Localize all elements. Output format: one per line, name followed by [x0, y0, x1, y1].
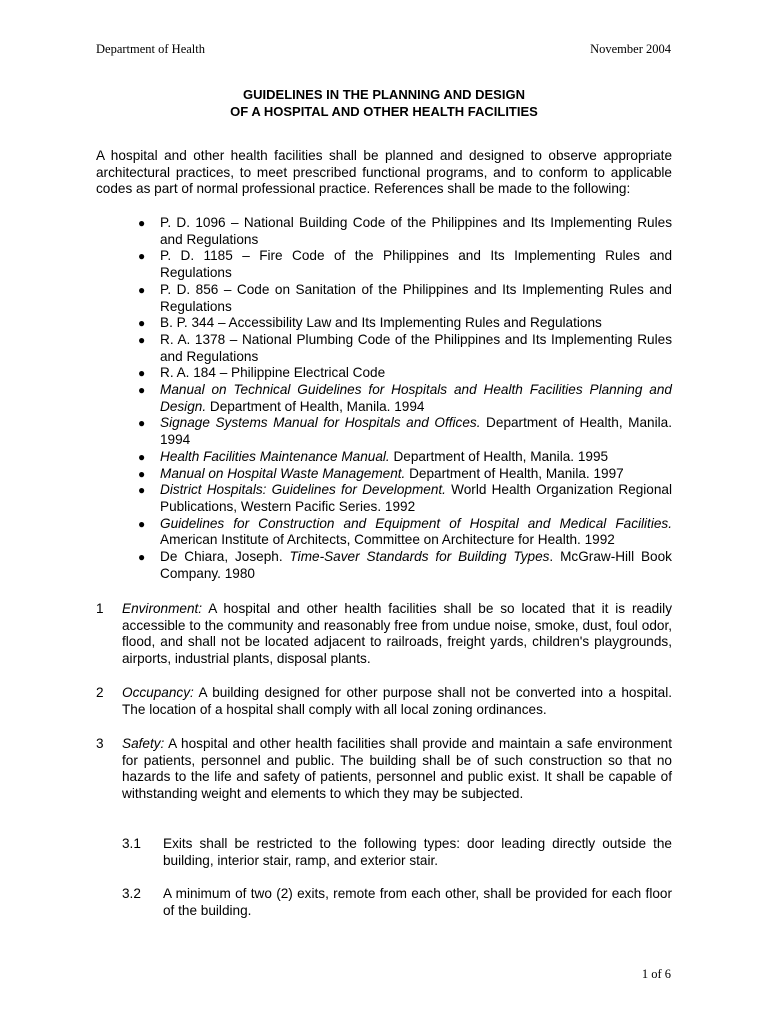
- bullet-icon: ●: [138, 383, 146, 398]
- reference-title: Manual on Technical Guidelines for Hospitals and Health Facilities Planning and Design.: [160, 382, 672, 414]
- page-number: 1 of 6: [641, 967, 671, 981]
- reference-item: [138, 215, 672, 248]
- reference-text: Department of Health, Manila. 1994: [206, 398, 425, 414]
- section-3: [96, 736, 672, 803]
- section-term: Environment:: [122, 601, 203, 616]
- subsection-text: A minimum of two (2) exits, remote from each other, shall be provided for each floor of the building.: [163, 886, 672, 918]
- bullet-icon: ●: [138, 366, 146, 381]
- title-line-1: GUIDELINES IN THE PLANNING AND DESIGN: [243, 87, 525, 102]
- section-body: [122, 736, 672, 803]
- reference-text: R. A. 184 – Philippine Electrical Code: [160, 365, 386, 381]
- section-term: Occupancy:: [122, 685, 194, 700]
- header-date: November 2004: [590, 42, 671, 56]
- section-body: [122, 685, 672, 718]
- reference-text: R. A. 1378 – National Plumbing Code of the Philippines and Its Implementing Rules and Regulations: [160, 331, 672, 364]
- reference-text: B. P. 344 – Accessibility Law and Its Implementing Rules and Regulations: [160, 315, 602, 331]
- reference-item: [138, 315, 672, 332]
- reference-text: P. D. 856 – Code on Sanitation of the Philippines and Its Implementing Rules and Regulations: [160, 281, 672, 314]
- section-text: A building designed for other purpose shall not be converted into a hospital. The location of a hospital shall comply with all local zoning ordinances.: [122, 685, 672, 717]
- section-number: 3: [96, 736, 104, 751]
- reference-text: P. D. 1185 – Fire Code of the Philippines and Its Implementing Rules and Regulations: [160, 248, 672, 281]
- reference-item: [138, 549, 672, 582]
- section-term: Safety:: [122, 736, 165, 751]
- section-2: [96, 685, 672, 718]
- section-text: A hospital and other health facilities shall provide and maintain a safe environment for patients, personnel and public. The building shall be of such construction so that no hazards to the life and safety of patients, personnel and public exist. It shall be capable of withstanding weight and elements to which they may be subjected.: [122, 736, 672, 802]
- reference-item: [138, 382, 672, 415]
- bullet-icon: ●: [138, 282, 146, 297]
- title-line-2: OF A HOSPITAL AND OTHER HEALTH FACILITIES: [230, 104, 538, 119]
- bullet-icon: ●: [138, 466, 146, 481]
- reference-item: [138, 482, 672, 515]
- reference-item: [138, 515, 672, 549]
- bullet-icon: ●: [138, 449, 146, 464]
- reference-title: Signage Systems Manual for Hospitals and Offices.: [160, 415, 481, 431]
- reference-item: [138, 365, 672, 382]
- reference-item: [138, 248, 672, 281]
- reference-item: [138, 465, 672, 483]
- section-text: A hospital and other health facilities shall be so located that it is readily accessible to the community and reasonably free from undue noise, smoke, dust, foul odor, flood, and shall not be located adjacent to railroads, freight yards, children's playgrounds, airports, industrial plants, disposal plants.: [122, 601, 672, 667]
- reference-title: Guidelines for Construction and Equipment of Hospital and Medical Facilities.: [160, 515, 672, 531]
- section-1: [96, 601, 672, 668]
- bullet-icon: ●: [138, 550, 146, 565]
- bullet-icon: ●: [138, 483, 146, 498]
- reference-title: Time-Saver Standards for Building Types: [289, 549, 550, 565]
- reference-text: World Health Organization Regional Publications, Western Pacific Series. 1992: [160, 482, 672, 514]
- subsection-3-2: [122, 886, 672, 919]
- bullet-icon: ●: [138, 416, 146, 431]
- bullet-icon: ●: [138, 216, 146, 230]
- intro-paragraph: A hospital and other health facilities shall be planned and designed to observe appropriate architectural practices, to meet prescribed functional programs, and to conform to applicable codes as part of normal professional practice. References shall be made to the following:: [96, 148, 672, 197]
- section-number: 1: [96, 601, 104, 616]
- reference-text: American Institute of Architects, Committee on Architecture for Health. 1992: [160, 532, 615, 548]
- subsection-3-1: [122, 836, 672, 869]
- bullet-icon: ●: [138, 332, 146, 347]
- subsection-number: 3.2: [122, 886, 141, 901]
- document-title: [96, 86, 672, 120]
- subsection-text: Exits shall be restricted to the following types: door leading directly outside the building, interior stair, ramp, and exterior stair.: [163, 836, 672, 868]
- section-number: 2: [96, 685, 104, 700]
- reference-author: De Chiara, Joseph.: [160, 549, 290, 565]
- reference-title: District Hospitals: Guidelines for Development.: [160, 482, 446, 498]
- reference-text: P. D. 1096 – National Building Code of the Philippines and Its Implementing Rules and Regulations: [160, 215, 672, 247]
- reference-item: [138, 415, 672, 448]
- bullet-icon: ●: [138, 249, 146, 264]
- references-list: [0, 215, 672, 582]
- bullet-icon: ●: [138, 316, 146, 331]
- reference-title: Manual on Hospital Waste Management.: [160, 465, 406, 481]
- reference-item: [138, 448, 672, 466]
- reference-title: Health Facilities Maintenance Manual.: [160, 448, 390, 464]
- bullet-icon: ●: [138, 516, 146, 531]
- reference-text: . McGraw-Hill Book Company. 1980: [160, 549, 672, 581]
- reference-item: [138, 331, 672, 365]
- subsection-number: 3.1: [122, 836, 141, 851]
- header-department: Department of Health: [96, 42, 205, 56]
- reference-item: [138, 281, 672, 315]
- reference-text: Department of Health, Manila. 1995: [389, 448, 609, 464]
- reference-text: Department of Health, Manila. 1994: [160, 415, 672, 448]
- reference-text: Department of Health, Manila. 1997: [405, 465, 624, 481]
- section-body: [122, 601, 672, 668]
